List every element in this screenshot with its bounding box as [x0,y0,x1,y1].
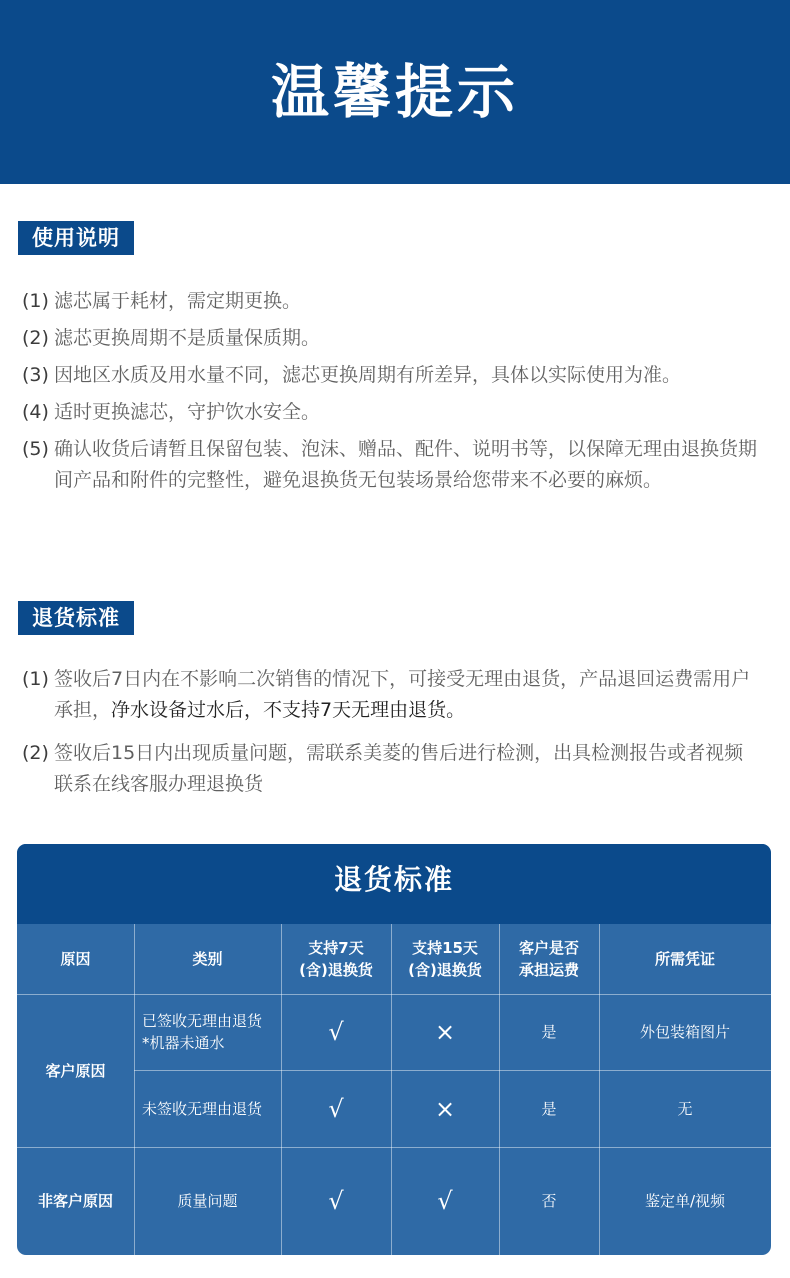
header-reason: 原因 [60,950,91,968]
usage-item [22,286,762,317]
usage-section-heading: 使用说明 [18,221,134,255]
group-customer-reason: 客户原因 [45,1061,106,1080]
item-text: 因地区水质及用水量不同，滤芯更换周期有所差异，具体以实际使用为准。 [54,364,682,386]
row-proof: 无 [677,1099,693,1118]
item-text: 签收后7日内在不影响二次销售的情况下，可接受无理由退货，产品退回运费需用户承担， [54,668,751,721]
cross-icon: × [434,1094,456,1123]
item-text: 确认收货后请暂且保留包装、泡沫、赠品、配件、说明书等，以保障无理由退换货期间产品和附件的完整性，避免退换货无包装场景给您带来不必要的麻烦。 [54,438,758,491]
item-emphasis-text: 净水设备过水后，不支持7天无理由退货。 [111,699,466,721]
check-icon: √ [328,1094,344,1123]
row-category: 未签收无理由退货 [142,1099,263,1118]
table-header-bar [17,844,771,924]
return-standard-table [17,844,771,1255]
item-text: 滤芯更换周期不是质量保质期。 [54,327,321,349]
group-non-customer-reason: 非客户原因 [37,1192,113,1210]
row-shipping: 是 [541,1099,557,1118]
item-number: (1) [22,668,49,690]
usage-item [22,360,762,391]
check-icon: √ [437,1187,453,1215]
return-list [22,664,762,812]
usage-item [22,323,762,354]
row-shipping: 否 [541,1192,557,1210]
item-text: 签收后15日内出现质量问题，需联系美菱的售后进行检测，出具检测报告或者视频联系在线客服办理退换货 [54,742,744,795]
item-text: 适时更换滤芯，守护饮水安全。 [54,401,321,423]
header-support-7-days: 支持7天 (含)退换货 [299,939,373,979]
usage-item [22,397,762,428]
check-icon: √ [328,1018,344,1046]
item-number: (3) [22,364,49,386]
header-shipping-cost: 客户是否 承担运费 [518,939,579,979]
check-icon: √ [328,1187,344,1215]
row-proof: 鉴定单/视频 [644,1192,726,1210]
row-category: 已签收无理由退货 *机器未通水 [142,1012,263,1052]
page-title: 温馨提示 [270,58,519,126]
return-item [22,664,762,726]
hero-banner [0,0,790,184]
header-support-15-days: 支持15天 (含)退换货 [408,939,482,979]
return-section-heading: 退货标准 [18,601,134,635]
return-item [22,738,762,800]
usage-item [22,434,762,496]
item-number: (5) [22,438,49,460]
header-required-proof: 所需凭证 [654,950,715,968]
row-proof: 外包装箱图片 [639,1023,730,1041]
table-title: 退货标准 [333,863,454,896]
cross-icon: × [434,1018,456,1046]
item-text: 滤芯属于耗材，需定期更换。 [54,290,302,312]
header-category: 类别 [192,950,223,968]
usage-list [22,286,762,502]
item-number: (2) [22,327,49,349]
item-number: (2) [22,742,49,764]
row-category: 质量问题 [177,1192,238,1210]
item-number: (1) [22,290,49,312]
item-number: (4) [22,401,49,423]
row-shipping: 是 [541,1023,557,1041]
